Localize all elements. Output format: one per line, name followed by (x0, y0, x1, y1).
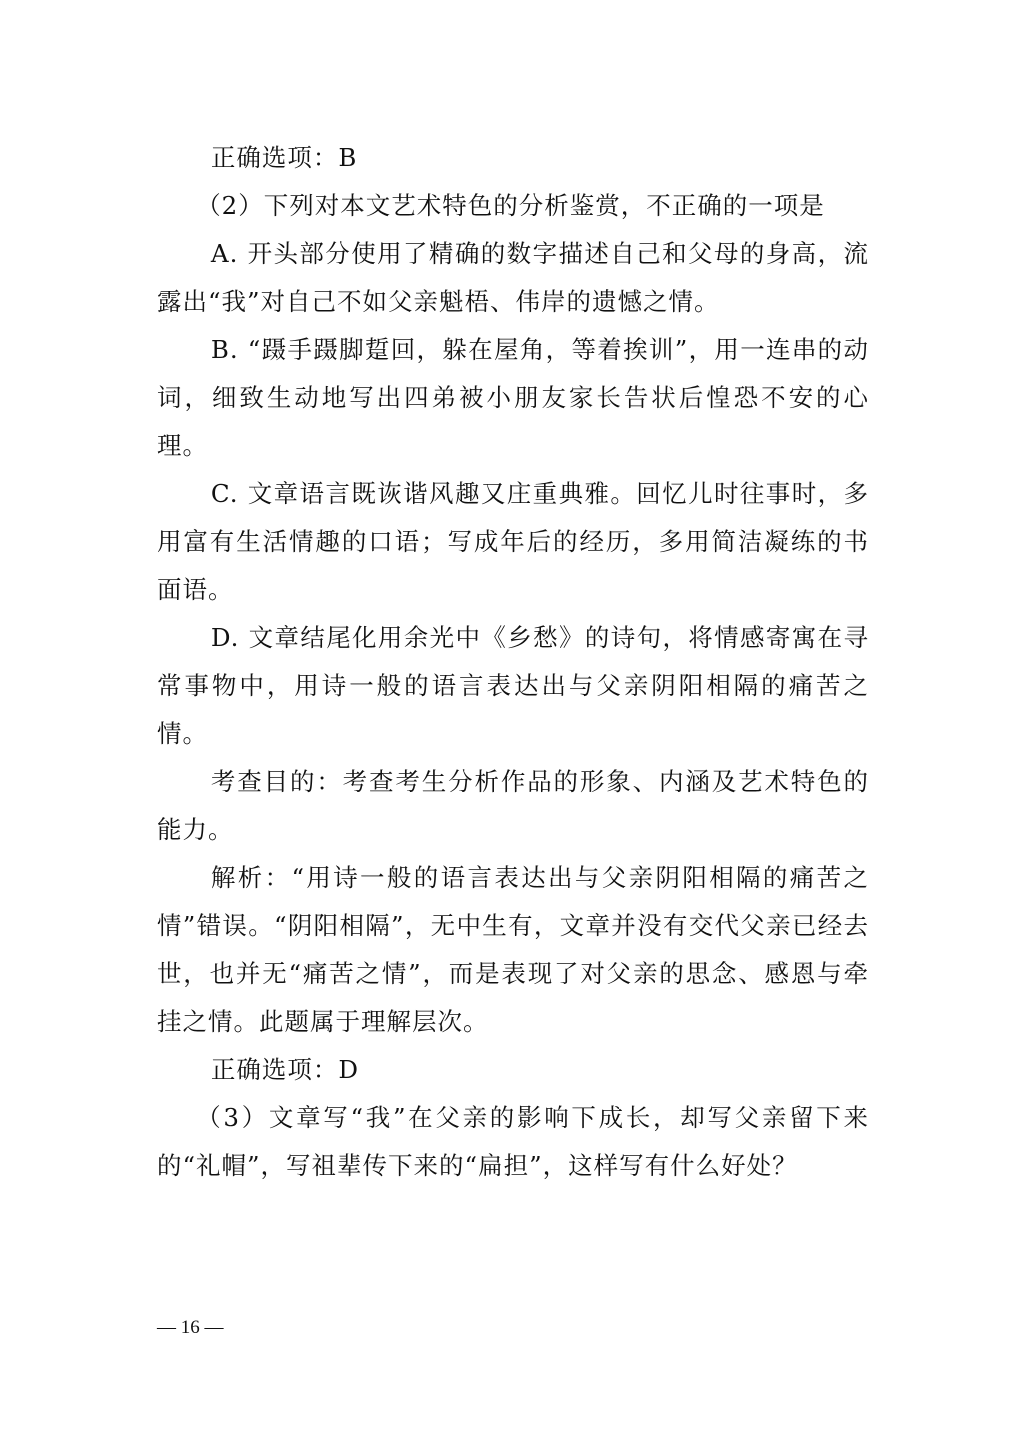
question-2: （2）下列对本文艺术特色的分析鉴赏，不正确的一项是 (196, 191, 825, 220)
answer-line: 正确选项：D (210, 1055, 360, 1084)
option-b: B. “蹑手蹑脚踅回，躲在屋角，等着挨训”，用一连串的动词，细致生动地写出四弟被小朋友家长告状后惶恐不安的心理。 (157, 335, 869, 460)
option-d: D. 文章结尾化用余光中《乡愁》的诗句，将情感寄寓在寻常事物中，用诗一般的语言表达出与父亲阴阳相隔的痛苦之情。 (157, 623, 869, 748)
option-a: A. 开头部分使用了精确的数字描述自己和父母的身高，流露出“我”对自己不如父亲魁梧、伟岸的遗憾之情。 (157, 239, 869, 316)
answer-line: 正确选项：B (210, 143, 358, 172)
option-c: C. 文章语言既诙谐风趣又庄重典雅。回忆儿时往事时，多用富有生活情趣的口语；写成年后的经历，多用简洁凝练的书面语。 (157, 479, 869, 604)
analysis: 解析：“用诗一般的语言表达出与父亲阴阳相隔的痛苦之情”错误。“阴阳相隔”，无中生有，文章并没有交代父亲已经去世，也并无“痛苦之情”，而是表现了对父亲的思念、感恩与牵挂之情。此题属于理解层次。 (157, 863, 869, 1036)
exam-purpose: 考查目的：考查考生分析作品的形象、内涵及艺术特色的能力。 (157, 767, 869, 844)
page-number: — 16 — (157, 1317, 224, 1338)
question-3: （3）文章写“我”在父亲的影响下成长，却写父亲留下来的“礼帽”，写祖辈传下来的“扁担”，这样写有什么好处？ (157, 1103, 869, 1180)
page-content (157, 134, 869, 1190)
